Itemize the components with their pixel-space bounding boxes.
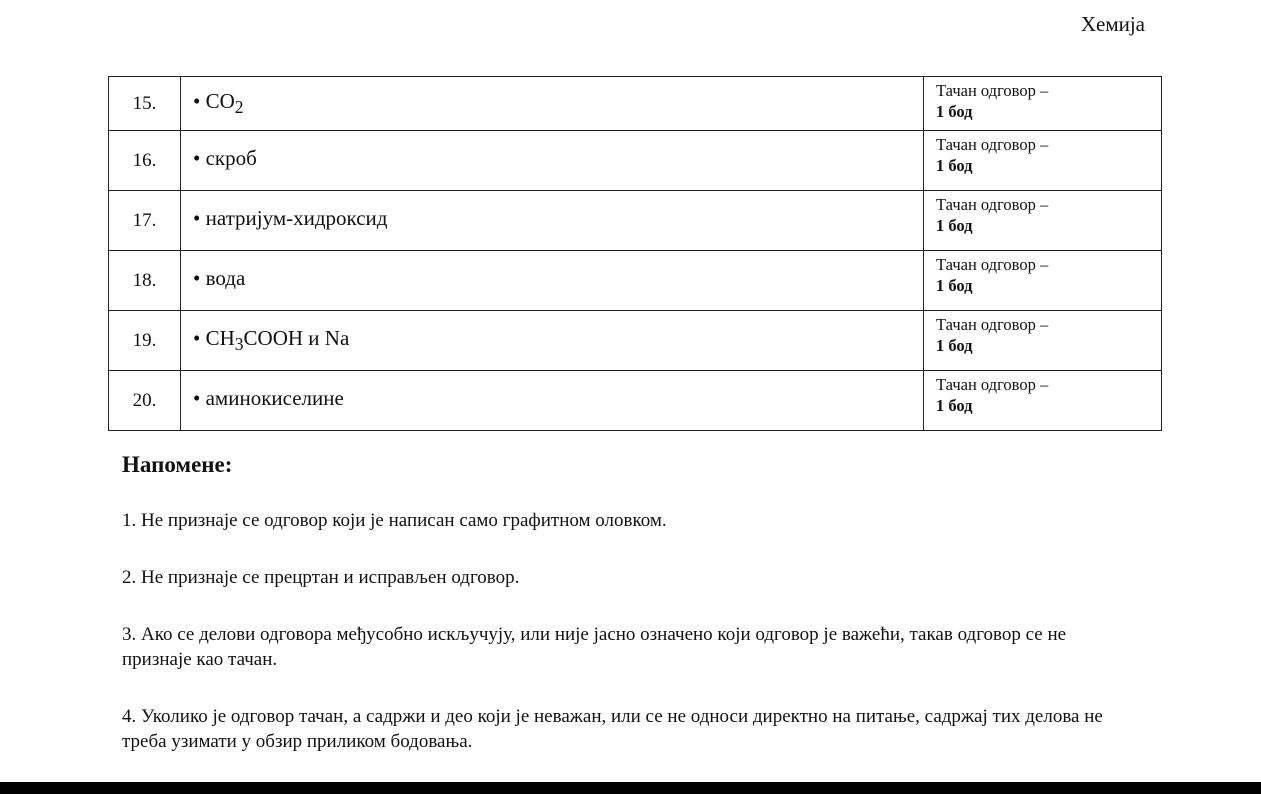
row-number: 20. bbox=[109, 371, 181, 431]
row-number: 17. bbox=[109, 191, 181, 251]
score-points: 1 бод bbox=[936, 156, 973, 175]
table-row bbox=[109, 131, 1162, 191]
row-number: 19. bbox=[109, 311, 181, 371]
score-points: 1 бод bbox=[936, 216, 973, 235]
score-line: Тачан одговор – bbox=[936, 315, 1049, 334]
answer-subscript: 3 bbox=[234, 334, 244, 355]
answer-text: • натријум-хидроксид bbox=[193, 205, 388, 230]
answer-text: • CH bbox=[193, 325, 235, 350]
note-item: 2. Не признаје се прецртан и исправљен одговор. bbox=[122, 567, 520, 588]
row-answer bbox=[181, 131, 924, 191]
answer-subscript: 2 bbox=[234, 97, 244, 118]
answers-table bbox=[108, 76, 1162, 431]
row-score bbox=[924, 77, 1162, 131]
notes-title: Напомене: bbox=[122, 452, 233, 477]
row-answer bbox=[181, 251, 924, 311]
row-answer bbox=[181, 311, 924, 371]
score-line: Тачан одговор – bbox=[936, 81, 1049, 100]
table-row bbox=[109, 77, 1162, 131]
table-row bbox=[109, 311, 1162, 371]
score-line: Тачан одговор – bbox=[936, 135, 1049, 154]
table-row bbox=[109, 371, 1162, 431]
row-score bbox=[924, 191, 1162, 251]
row-number: 18. bbox=[109, 251, 181, 311]
note-item: 1. Не признаје се одговор који је написан само графитном оловком. bbox=[122, 510, 667, 531]
answer-text-tail: COOH и Na bbox=[243, 325, 350, 350]
row-score bbox=[924, 251, 1162, 311]
row-answer bbox=[181, 371, 924, 431]
answer-text: • вода bbox=[193, 265, 246, 290]
row-score bbox=[924, 131, 1162, 191]
score-line: Тачан одговор – bbox=[936, 375, 1049, 394]
table-row bbox=[109, 191, 1162, 251]
row-score bbox=[924, 371, 1162, 431]
row-score bbox=[924, 311, 1162, 371]
row-answer bbox=[181, 191, 924, 251]
answer-text: • аминокиселине bbox=[193, 385, 344, 410]
score-line: Тачан одговор – bbox=[936, 255, 1049, 274]
page-header-subject: Хемија bbox=[1080, 12, 1145, 36]
score-points: 1 бод bbox=[936, 336, 973, 355]
score-line: Тачан одговор – bbox=[936, 195, 1049, 214]
score-points: 1 бод bbox=[936, 396, 973, 415]
score-points: 1 бод bbox=[936, 102, 973, 121]
notes-list bbox=[122, 508, 1132, 786]
row-answer bbox=[181, 77, 924, 131]
row-number: 16. bbox=[109, 131, 181, 191]
answer-text: • CO bbox=[193, 88, 235, 113]
note-item: 4. Уколико је одговор тачан, а садржи и део који је неважан, или се не односи директно на питање, садржај тих делова не треба узимати у обзир приликом бодовања. bbox=[122, 706, 1103, 752]
table-row bbox=[109, 251, 1162, 311]
note-item: 3. Ако се делови одговора међусобно искључују, или није јасно означено који одговор је важећи, такав одговор се не признаје као тачан. bbox=[122, 624, 1067, 670]
row-number: 15. bbox=[109, 77, 181, 131]
answer-text: • скроб bbox=[193, 145, 257, 170]
score-points: 1 бод bbox=[936, 276, 973, 295]
page-bottom-edge bbox=[0, 782, 1261, 794]
